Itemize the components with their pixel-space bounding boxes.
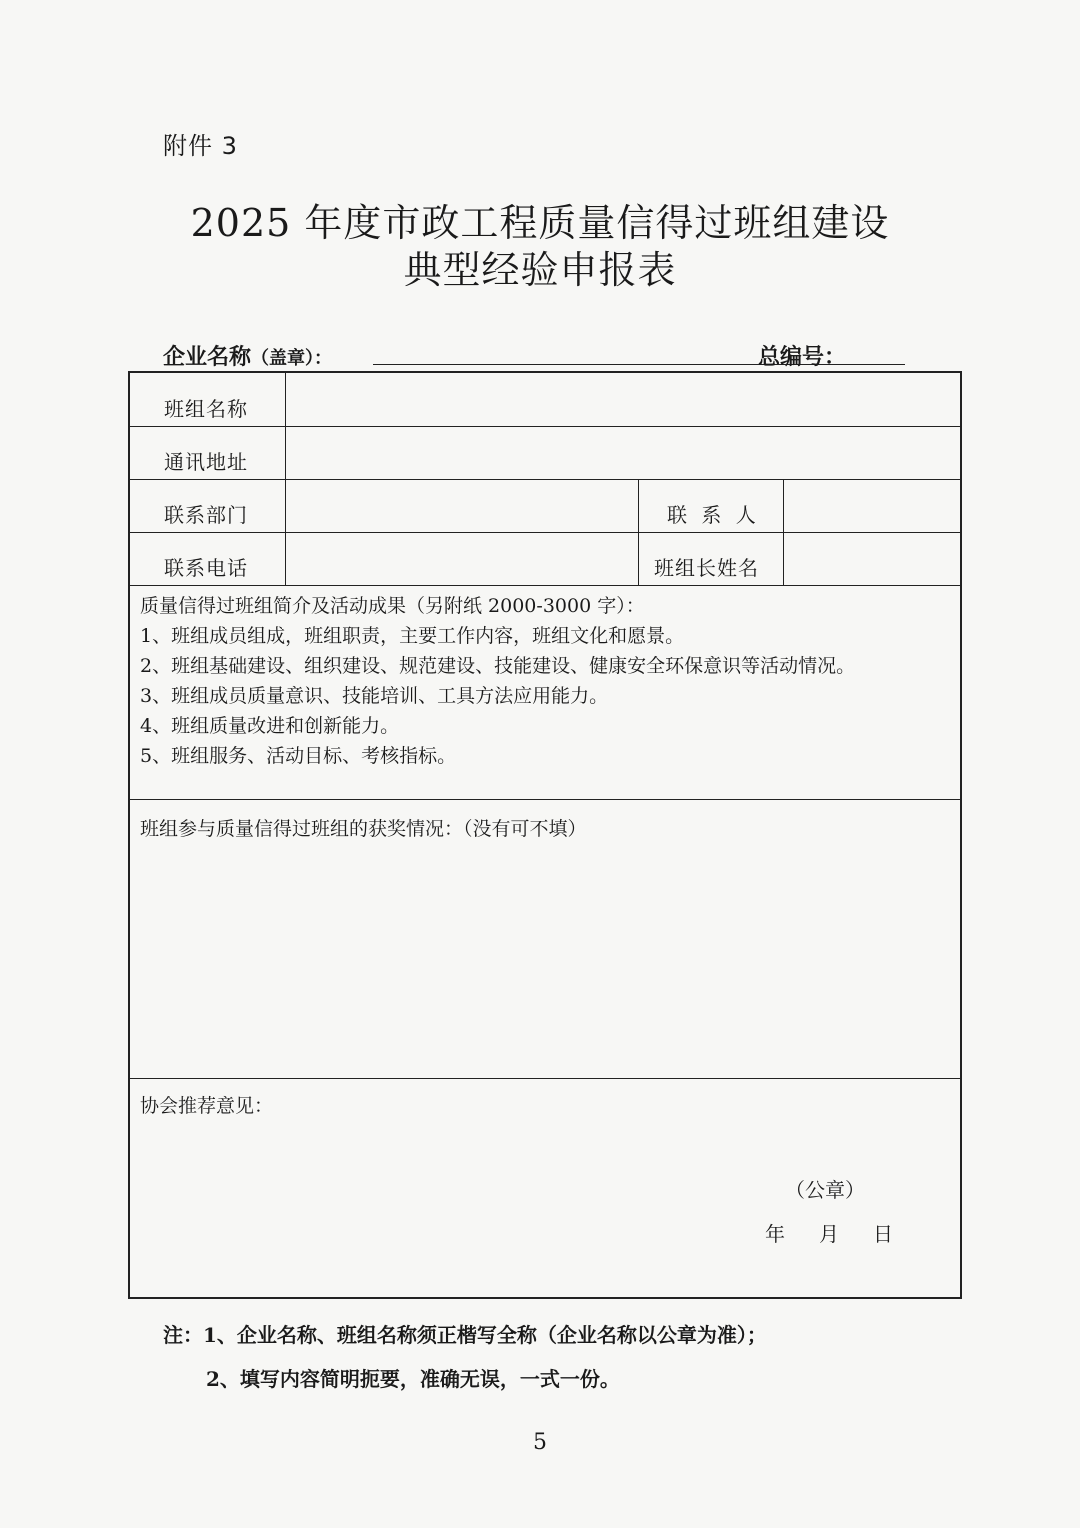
row-divider: [130, 799, 960, 800]
application-form-table: [128, 371, 962, 1299]
month-label: 月: [819, 1222, 839, 1246]
association-heading: 协会推荐意见：: [140, 1095, 274, 1117]
intro-item: 2、班组基础建设、组织建设、规范建设、技能建设、健康安全环保意识等活动情况。: [140, 655, 856, 677]
team-name-field[interactable]: [287, 373, 962, 426]
department-label: 联系部门: [164, 503, 248, 527]
company-seal-note: （盖章）：: [251, 348, 333, 369]
company-line: [163, 338, 953, 370]
column-divider: [285, 373, 286, 585]
company-label-group: [163, 340, 332, 371]
address-field[interactable]: [287, 427, 962, 479]
note-2: 2、填写内容简明扼要，准确无误，一式一份。: [206, 1367, 620, 1391]
intro-item: 4、班组质量改进和创新能力。: [140, 715, 400, 737]
contact-person-label: 联 系 人: [667, 503, 760, 527]
row-divider: [130, 585, 960, 586]
contact-person-field[interactable]: [785, 480, 962, 532]
awards-heading: 班组参与质量信得过班组的获奖情况：（没有可不填）: [140, 818, 587, 840]
phone-label: 联系电话: [164, 556, 248, 580]
leader-name-label: 班组长姓名: [654, 556, 759, 580]
intro-item: 1、班组成员组成，班组职责，主要工作内容，班组文化和愿景。: [140, 625, 685, 647]
note-1: 注：1、企业名称、班组名称须正楷写全称（企业名称以公章为准）；: [163, 1323, 767, 1347]
year-label: 年: [765, 1222, 785, 1246]
team-name-label: 班组名称: [164, 397, 248, 421]
form-title-line2: 典型经验申报表: [403, 248, 677, 292]
association-opinion-field[interactable]: [140, 1128, 740, 1288]
leader-name-field[interactable]: [785, 533, 962, 585]
attachment-label: 附件 3: [163, 132, 238, 160]
phone-field[interactable]: [287, 533, 637, 585]
notes: [163, 1313, 767, 1401]
date-line: [765, 1218, 927, 1247]
row-divider: [130, 1078, 960, 1079]
form-title-line1: 2025 年度市政工程质量信得过班组建设: [190, 201, 890, 245]
column-divider: [783, 479, 784, 585]
awards-field[interactable]: [140, 851, 952, 1071]
intro-heading: 质量信得过班组简介及活动成果（另附纸 2000-3000 字）：: [140, 595, 645, 617]
awards-section: [140, 814, 587, 844]
page-number: 5: [533, 1430, 547, 1455]
day-label: 日: [873, 1222, 893, 1246]
association-section: [140, 1091, 273, 1121]
column-divider: [638, 479, 639, 585]
official-seal-label: （公章）: [785, 1178, 865, 1202]
address-label: 通讯地址: [164, 450, 248, 474]
serial-number-label: 总编号：: [758, 344, 847, 370]
intro-section: [140, 591, 855, 771]
intro-item: 3、班组成员质量意识、技能培训、工具方法应用能力。: [140, 685, 609, 707]
department-field[interactable]: [287, 480, 637, 532]
company-name-label: 企业名称: [163, 344, 252, 370]
intro-item: 5、班组服务、活动目标、考核指标。: [140, 745, 457, 767]
